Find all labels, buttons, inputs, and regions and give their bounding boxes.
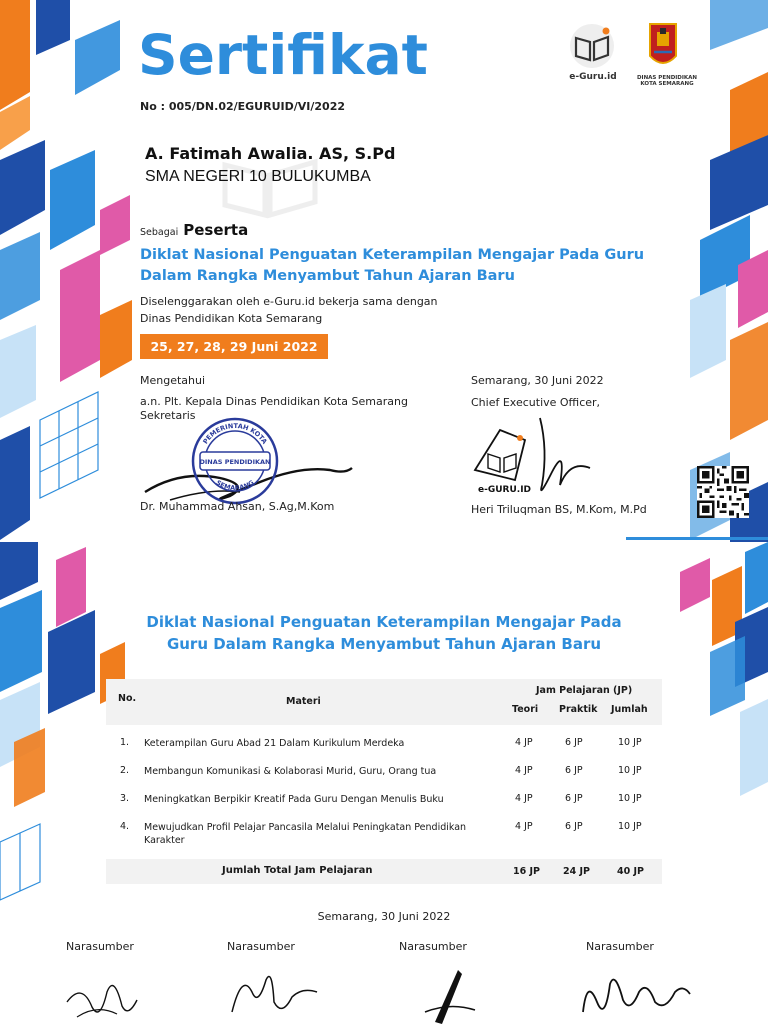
syllabus-place-date: Semarang, 30 Juni 2022 <box>317 910 451 923</box>
speaker-signature-3 <box>420 962 480 1024</box>
role-value: Peserta <box>183 221 249 239</box>
table-row <box>106 793 662 821</box>
organizer-line-2: Dinas Pendidikan Kota Semarang <box>140 312 323 326</box>
row-materi: Meningkatkan Berpikir Kreatif Pada Guru Dengan Menulis Buku <box>144 794 444 805</box>
table-header <box>106 679 662 725</box>
row-teori: 4 JP <box>515 793 533 804</box>
row-materi: Keterampilan Guru Abad 21 Dalam Kurikulum Merdeka <box>144 738 405 749</box>
row-teori: 4 JP <box>515 765 533 776</box>
row-materi: Membangun Komunikasi & Kolaborasi Murid, Guru, Orang tua <box>144 766 437 777</box>
row-materi: Mewujudkan Profil Pelajar Pancasila Melalui Peningkatan Pendidikan Karakter <box>144 822 467 847</box>
certificate-number: No : 005/DN.02/EGURUID/VI/2022 <box>140 100 345 113</box>
total-praktik: 24 JP <box>563 866 591 877</box>
city-crest-icon <box>648 22 678 72</box>
right-signature-logo-label: e-GURU.ID <box>478 485 532 495</box>
course-title: Diklat Nasional Penguatan Keterampilan Mengajar Pada Guru Dalam Rangka Menyambut Tahun Ajaran Baru <box>140 247 645 285</box>
row-jumlah: 10 JP <box>618 793 642 804</box>
right-signatory-role: Chief Executive Officer, <box>471 396 601 409</box>
recipient-name: A. Fatimah Awalia. AS, S.Pd <box>145 144 396 163</box>
table-row <box>106 737 662 765</box>
row-praktik: 6 JP <box>565 737 583 748</box>
book-icon <box>566 22 618 70</box>
syllabus-page <box>0 542 768 1024</box>
syllabus-title-line-1: Diklat Nasional Penguatan Keterampilan Mengajar Pada <box>146 613 622 631</box>
recipient-school: SMA NEGERI 10 BULUKUMBA <box>145 168 371 185</box>
bottom-rule <box>626 537 768 540</box>
header-jumlah: Jumlah <box>611 704 648 715</box>
row-praktik: 6 JP <box>565 821 583 832</box>
syllabus-title <box>0 612 768 656</box>
role-line <box>140 221 248 239</box>
stamp-top-text: PEMERINTAH KOTA <box>201 421 269 446</box>
header-no: No. <box>118 693 137 704</box>
speaker-signature-2 <box>222 962 322 1024</box>
header-jam-pelajaran: Jam Pelajaran (JP) <box>536 685 633 696</box>
organizer-line-1: Diselenggarakan oleh e-Guru.id bekerja sama dengan <box>140 295 438 308</box>
row-teori: 4 JP <box>515 821 533 832</box>
qr-code-icon <box>697 466 749 518</box>
table-row <box>106 821 662 859</box>
row-jumlah: 10 JP <box>618 737 642 748</box>
row-number: 1. <box>120 737 130 748</box>
speaker-signature-4 <box>575 962 695 1024</box>
row-jumlah: 10 JP <box>618 765 642 776</box>
total-teori: 16 JP <box>513 866 541 877</box>
decorative-shapes-right <box>690 0 768 542</box>
row-praktik: 6 JP <box>565 765 583 776</box>
right-signatory-place-date: Semarang, 30 Juni 2022 <box>471 374 604 387</box>
header-praktik: Praktik <box>559 704 598 715</box>
speaker-label-3: Narasumber <box>399 940 467 953</box>
decorative-shapes-left <box>0 0 140 542</box>
header-teori: Teori <box>512 704 539 715</box>
speaker-label-2: Narasumber <box>227 940 295 953</box>
stamp-bottom-text: SEMARANG <box>214 478 256 493</box>
curriculum-table <box>106 679 662 884</box>
event-dates-badge: 25, 27, 28, 29 Juni 2022 <box>140 334 328 359</box>
left-signatory-role <box>140 395 460 424</box>
row-number: 3. <box>120 793 130 804</box>
total-jumlah: 40 JP <box>617 866 645 877</box>
speaker-signature-1 <box>62 962 142 1024</box>
header-materi: Materi <box>286 696 321 707</box>
role-prefix: Sebagai <box>140 227 179 238</box>
row-teori: 4 JP <box>515 737 533 748</box>
left-signatory-role-line-1: a.n. Plt. Kepala Dinas Pendidikan Kota Semarang <box>140 395 408 408</box>
acknowledged-label: Mengetahui <box>140 374 206 387</box>
row-number: 2. <box>120 765 130 776</box>
syllabus-title-line-2: Guru Dalam Rangka Menyambut Tahun Ajaran Baru <box>166 634 602 653</box>
speaker-label-4: Narasumber <box>586 940 654 953</box>
dinas-logo-label: DINAS PENDIDIKAN KOTA SEMARANG <box>636 75 698 88</box>
left-signatory-role-line-2: Sekretaris <box>140 409 196 423</box>
row-number: 4. <box>120 821 130 832</box>
speaker-label-1: Narasumber <box>66 940 134 953</box>
left-signatory-name: Dr. Muhammad Ahsan, S.Ag,M.Kom <box>140 500 335 513</box>
organizer-text <box>140 293 438 327</box>
row-praktik: 6 JP <box>565 793 583 804</box>
row-jumlah: 10 JP <box>618 821 642 832</box>
right-signature <box>470 410 600 505</box>
table-total-row <box>106 859 662 884</box>
total-label: Jumlah Total Jam Pelajaran <box>222 865 373 876</box>
table-row <box>106 765 662 793</box>
eguru-logo-label: e-Guru.id <box>569 72 617 82</box>
stamp-center-text: DINAS PENDIDIKAN <box>199 458 271 466</box>
right-signatory-name: Heri Triluqman BS, M.Kom, M.Pd <box>471 503 647 516</box>
certificate-title: Sertifikat <box>138 23 428 87</box>
official-stamp <box>190 416 280 506</box>
svg-text:SEMARANG <box>214 479 255 493</box>
